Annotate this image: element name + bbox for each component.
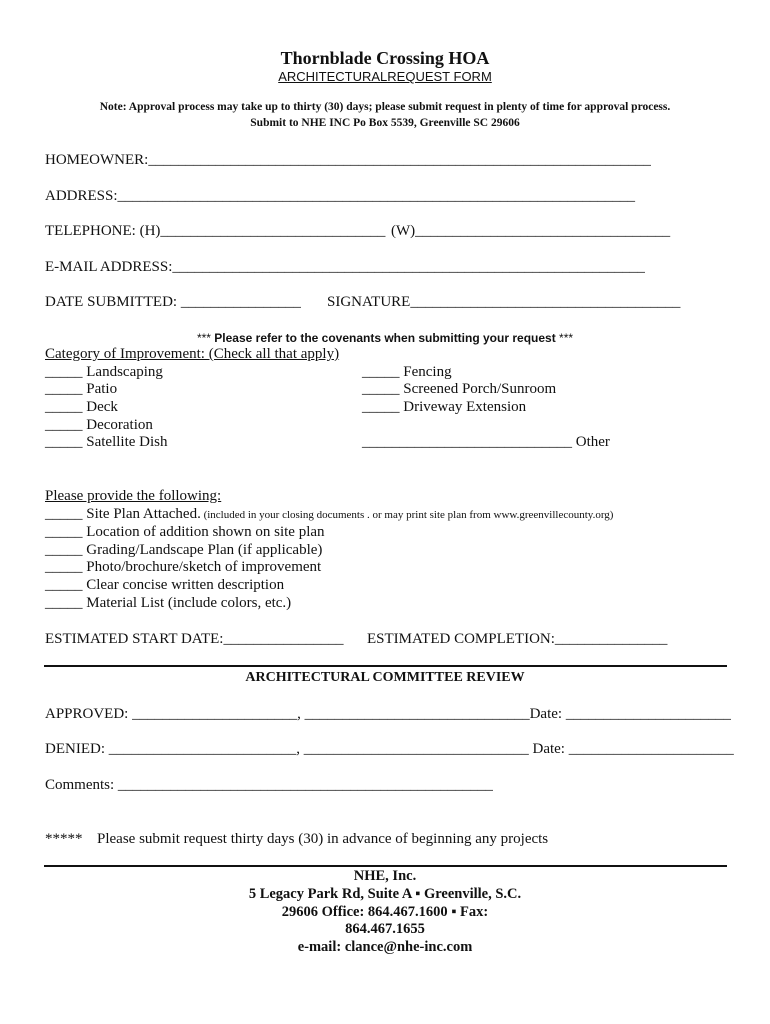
category-deck[interactable]: _____ Deck xyxy=(45,399,118,415)
signature-field[interactable]: SIGNATURE____________________________________ xyxy=(327,294,681,310)
footer-email: e-mail: clance@nhe-inc.com xyxy=(297,939,473,955)
footer-divider xyxy=(44,865,727,867)
category-screened-porch[interactable]: _____ Screened Porch/Sunroom xyxy=(362,381,557,397)
provide-photo[interactable]: _____ Photo/brochure/sketch of improvement xyxy=(45,559,322,575)
review-heading: ARCHITECTURAL COMMITTEE REVIEW xyxy=(245,670,525,685)
reminder-stars: ***** xyxy=(45,831,83,847)
address-field[interactable]: ADDRESS:_____________________________________________________________________ xyxy=(45,188,636,204)
category-satellite-dish[interactable]: _____ Satellite Dish xyxy=(45,434,168,450)
category-landscaping[interactable]: _____ Landscaping xyxy=(45,364,163,380)
denied-field[interactable]: DENIED: _________________________, ______________________________ Date: ______________________ xyxy=(45,741,734,757)
approved-field[interactable]: APPROVED: ______________________, ______________________________Date: ______________________ xyxy=(45,706,731,722)
footer-address: 5 Legacy Park Rd, Suite A ▪ Greenville, S.C. xyxy=(248,886,522,902)
covenants-note: *** Please refer to the covenants when submitting your request *** xyxy=(196,331,574,345)
estimated-completion-field[interactable]: ESTIMATED COMPLETION:_______________ xyxy=(367,631,668,647)
approval-note: Note: Approval process may take up to thirty (30) days; please submit request in plenty of time for approval process. xyxy=(99,101,671,113)
provide-description[interactable]: _____ Clear concise written description xyxy=(45,577,285,593)
category-decoration[interactable]: _____ Decoration xyxy=(45,417,153,433)
comments-field[interactable]: Comments: __________________________________________________ xyxy=(45,777,493,793)
estimated-start-date-field[interactable]: ESTIMATED START DATE:________________ xyxy=(45,631,344,647)
category-driveway-extension[interactable]: _____ Driveway Extension xyxy=(362,399,527,415)
submit-address-note: Submit to NHE INC Po Box 5539, Greenville SC 29606 xyxy=(250,117,520,129)
site-plan-note: (included in your closing documents . or may print site plan from www.greenvillecounty.org) xyxy=(200,509,614,521)
provide-location[interactable]: _____ Location of addition shown on site plan xyxy=(45,524,325,540)
email-field[interactable]: E-MAIL ADDRESS:_______________________________________________________________ xyxy=(45,259,645,275)
provide-grading-plan[interactable]: _____ Grading/Landscape Plan (if applicable) xyxy=(45,542,323,558)
reminder-text: Please submit request thirty days (30) in advance of beginning any projects xyxy=(97,831,549,847)
footer-office: 29606 Office: 864.467.1600 ▪ Fax: xyxy=(281,904,489,920)
provide-heading: Please provide the following: xyxy=(45,488,222,504)
footer-company: NHE, Inc. xyxy=(353,868,417,884)
category-fencing[interactable]: _____ Fencing xyxy=(362,364,452,380)
form-subtitle: ARCHITECTURALREQUEST FORM xyxy=(278,69,492,84)
footer-fax: 864.467.1655 xyxy=(345,921,425,937)
review-divider xyxy=(44,665,727,667)
category-other[interactable]: ____________________________ Other xyxy=(362,434,610,450)
homeowner-field[interactable]: HOMEOWNER:___________________________________________________________________ xyxy=(45,152,651,168)
date-submitted-field[interactable]: DATE SUBMITTED: ________________ xyxy=(45,294,301,310)
provide-site-plan[interactable]: _____ Site Plan Attached. (included in your closing documents . or may print site plan from www.greenvillecounty.org) xyxy=(45,506,614,522)
telephone-work-field[interactable]: (W)__________________________________ xyxy=(391,223,671,239)
telephone-home-field[interactable]: TELEPHONE: (H)______________________________ xyxy=(45,223,386,239)
page-title: Thornblade Crossing HOA xyxy=(280,48,490,68)
provide-material-list[interactable]: _____ Material List (include colors, etc.) xyxy=(45,595,292,611)
category-patio[interactable]: _____ Patio xyxy=(45,381,118,397)
category-heading: Category of Improvement: (Check all that apply) xyxy=(45,346,340,362)
